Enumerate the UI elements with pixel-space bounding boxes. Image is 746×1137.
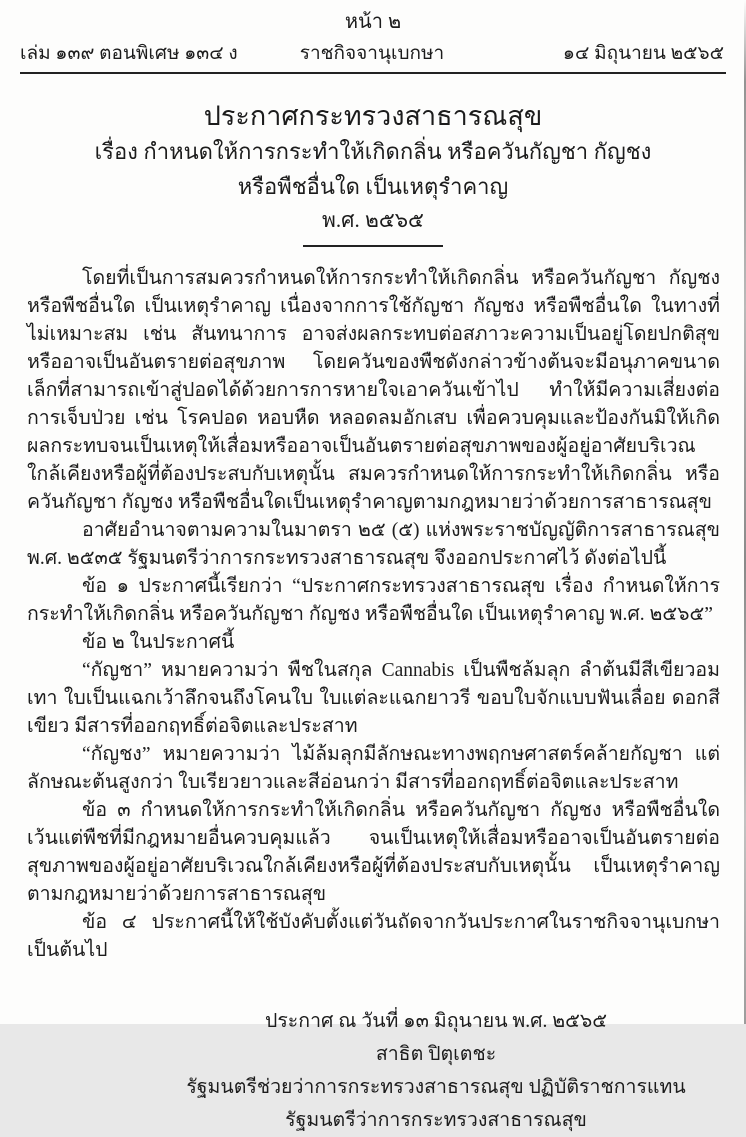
- paragraph-clause-4: ข้อ ๔ ประกาศนี้ให้ใช้บังคับตั้งแต่วันถัดจากวันประกาศในราชกิจจานุเบกษาเป็นต้นไป: [27, 912, 720, 961]
- header-divider-rule: [20, 72, 726, 74]
- announcement-year: พ.ศ. ๒๕๖๕: [322, 208, 424, 232]
- paragraph-clause-2: ข้อ ๒ ในประกาศนี้: [82, 632, 235, 653]
- announcement-title-block: [0, 98, 746, 247]
- signature-date-line: ประกาศ ณ วันที่ ๑๓ มิถุนายน พ.ศ. ๒๕๖๕: [264, 1011, 608, 1032]
- publication-date-label: ๑๔ มิถุนายน ๒๕๖๕: [562, 43, 724, 64]
- announcement-title: ประกาศกระทรวงสาธารณสุข: [203, 101, 543, 131]
- signatory-title-line-1: รัฐมนตรีช่วยว่าการกระทรวงสาธารณสุข ปฏิบัติราชการแทน: [186, 1077, 686, 1098]
- paragraph-preamble-2: อาศัยอำนาจตามความในมาตรา ๒๕ (๕) แห่งพระราชบัญญัติการสาธารณสุข พ.ศ. ๒๕๓๕ รัฐมนตรีว่าการกระทรวงสาธารณสุข จึงออกประกาศไว้ ดังต่อไปนี้: [27, 520, 720, 569]
- paragraph-clause-3: ข้อ ๓ กำหนดให้การกระทำให้เกิดกลิ่น หรือควันกัญชา กัญชง หรือพืชอื่นใด เว้นแต่พืชที่มีกฎหมายอื่นควบคุมแล้ว จนเป็นเหตุให้เสื่อมหรืออาจเป็นอันตรายต่อสุขภาพของผู้อยู่อาศัยบริเวณใกล้เคียงหรือผู้ที่ต้องประสบกับเหตุนั้น เป็นเหตุรำคาญ ตามกฎหมายว่าด้วยการสาธารณสุข: [27, 800, 720, 905]
- paragraph-preamble-1: โดยที่เป็นการสมควรกำหนดให้การกระทำให้เกิดกลิ่น หรือควันกัญชา กัญชง หรือพืชอื่นใด เป็นเหตุรำคาญ เนื่องจากการใช้กัญชา กัญชง หรือพืชอื่นใด ในทางที่ไม่เหมาะสม เช่น สันทนาการ อาจส่งผลกระทบต่อสภาวะความเป็นอยู่โดยปกติสุขหรืออาจเป็นอันตรายต่อสุขภาพ โดยควันของพืชดังกล่าวข้างต้นจะมีอนุภาคขนาดเล็กที่สามารถเข้าสู่ปอดได้ด้วยการการหายใจเอาควันเข้าไป ทำให้มีความเสี่ยงต่อการเจ็บป่วย เช่น โรคปอด หอบหืด หลอดลมอักเสบ เพื่อควบคุมและป้องกันมิให้เกิดผลกระทบจนเป็นเหตุให้เสื่อมหรืออาจเป็นอันตรายต่อสุขภาพของผู้อยู่อาศัยบริเวณใกล้เคียงหรือผู้ที่ต้องประสบกับเหตุนั้น สมควรกำหนดให้การกระทำให้เกิดกลิ่น หรือควันกัญชา กัญชง หรือพืชอื่นใดเป็นเหตุรำคาญตามกฎหมายว่าด้วยการสาธารณสุข: [27, 268, 720, 513]
- gazette-header: [0, 0, 746, 74]
- announcement-body: [27, 265, 720, 965]
- gazette-name-label: ราชกิจจานุเบกษา: [299, 43, 445, 64]
- announcement-subject-line-1: เรื่อง กำหนดให้การกระทำให้เกิดกลิ่น หรือควันกัญชา กัญชง: [94, 139, 652, 164]
- paragraph-definition-cannabis: “กัญชา” หมายความว่า พืชในสกุล Cannabis เป็นพืชล้มลุก ลำต้นมีสีเขียวอมเทา ใบเป็นแฉกเว้าลึกจนถึงโคนใบ ใบแต่ละแฉกยาวรี ขอบใบจักแบบฟันเลื่อย ดอกสีเขียว มีสารที่ออกฤทธิ์ต่อจิตและประสาท: [27, 660, 720, 737]
- masthead-row: [0, 34, 746, 68]
- title-divider-rule: [303, 245, 443, 247]
- announcement-subject-line-2: หรือพืชอื่นใด เป็นเหตุรำคาญ: [237, 174, 509, 199]
- signatory-name: สาธิต ปิตุเตชะ: [375, 1044, 497, 1065]
- signatory-title-line-2: รัฐมนตรีว่าการกระทรวงสาธารณสุข: [285, 1110, 587, 1131]
- page-number-label: หน้า ๒: [344, 11, 402, 33]
- paragraph-clause-1: ข้อ ๑ ประกาศนี้เรียกว่า “ประกาศกระทรวงสาธารณสุข เรื่อง กำหนดให้การกระทำให้เกิดกลิ่น หรือควันกัญชา กัญชง หรือพืชอื่นใด เป็นเหตุรำคาญ พ.ศ. ๒๕๖๕”: [27, 576, 720, 625]
- signature-block: [176, 1005, 696, 1137]
- volume-issue-label: เล่ม ๑๓๙ ตอนพิเศษ ๑๓๔ ง: [20, 43, 238, 64]
- paragraph-definition-hemp: “กัญชง” หมายความว่า ไม้ล้มลุกมีลักษณะทางพฤกษศาสตร์คล้ายกัญชา แต่ลักษณะต้นสูงกว่า ใบเรียวยาวและสีอ่อนกว่า มีสารที่ออกฤทธิ์ต่อจิตและประสาท: [27, 744, 720, 793]
